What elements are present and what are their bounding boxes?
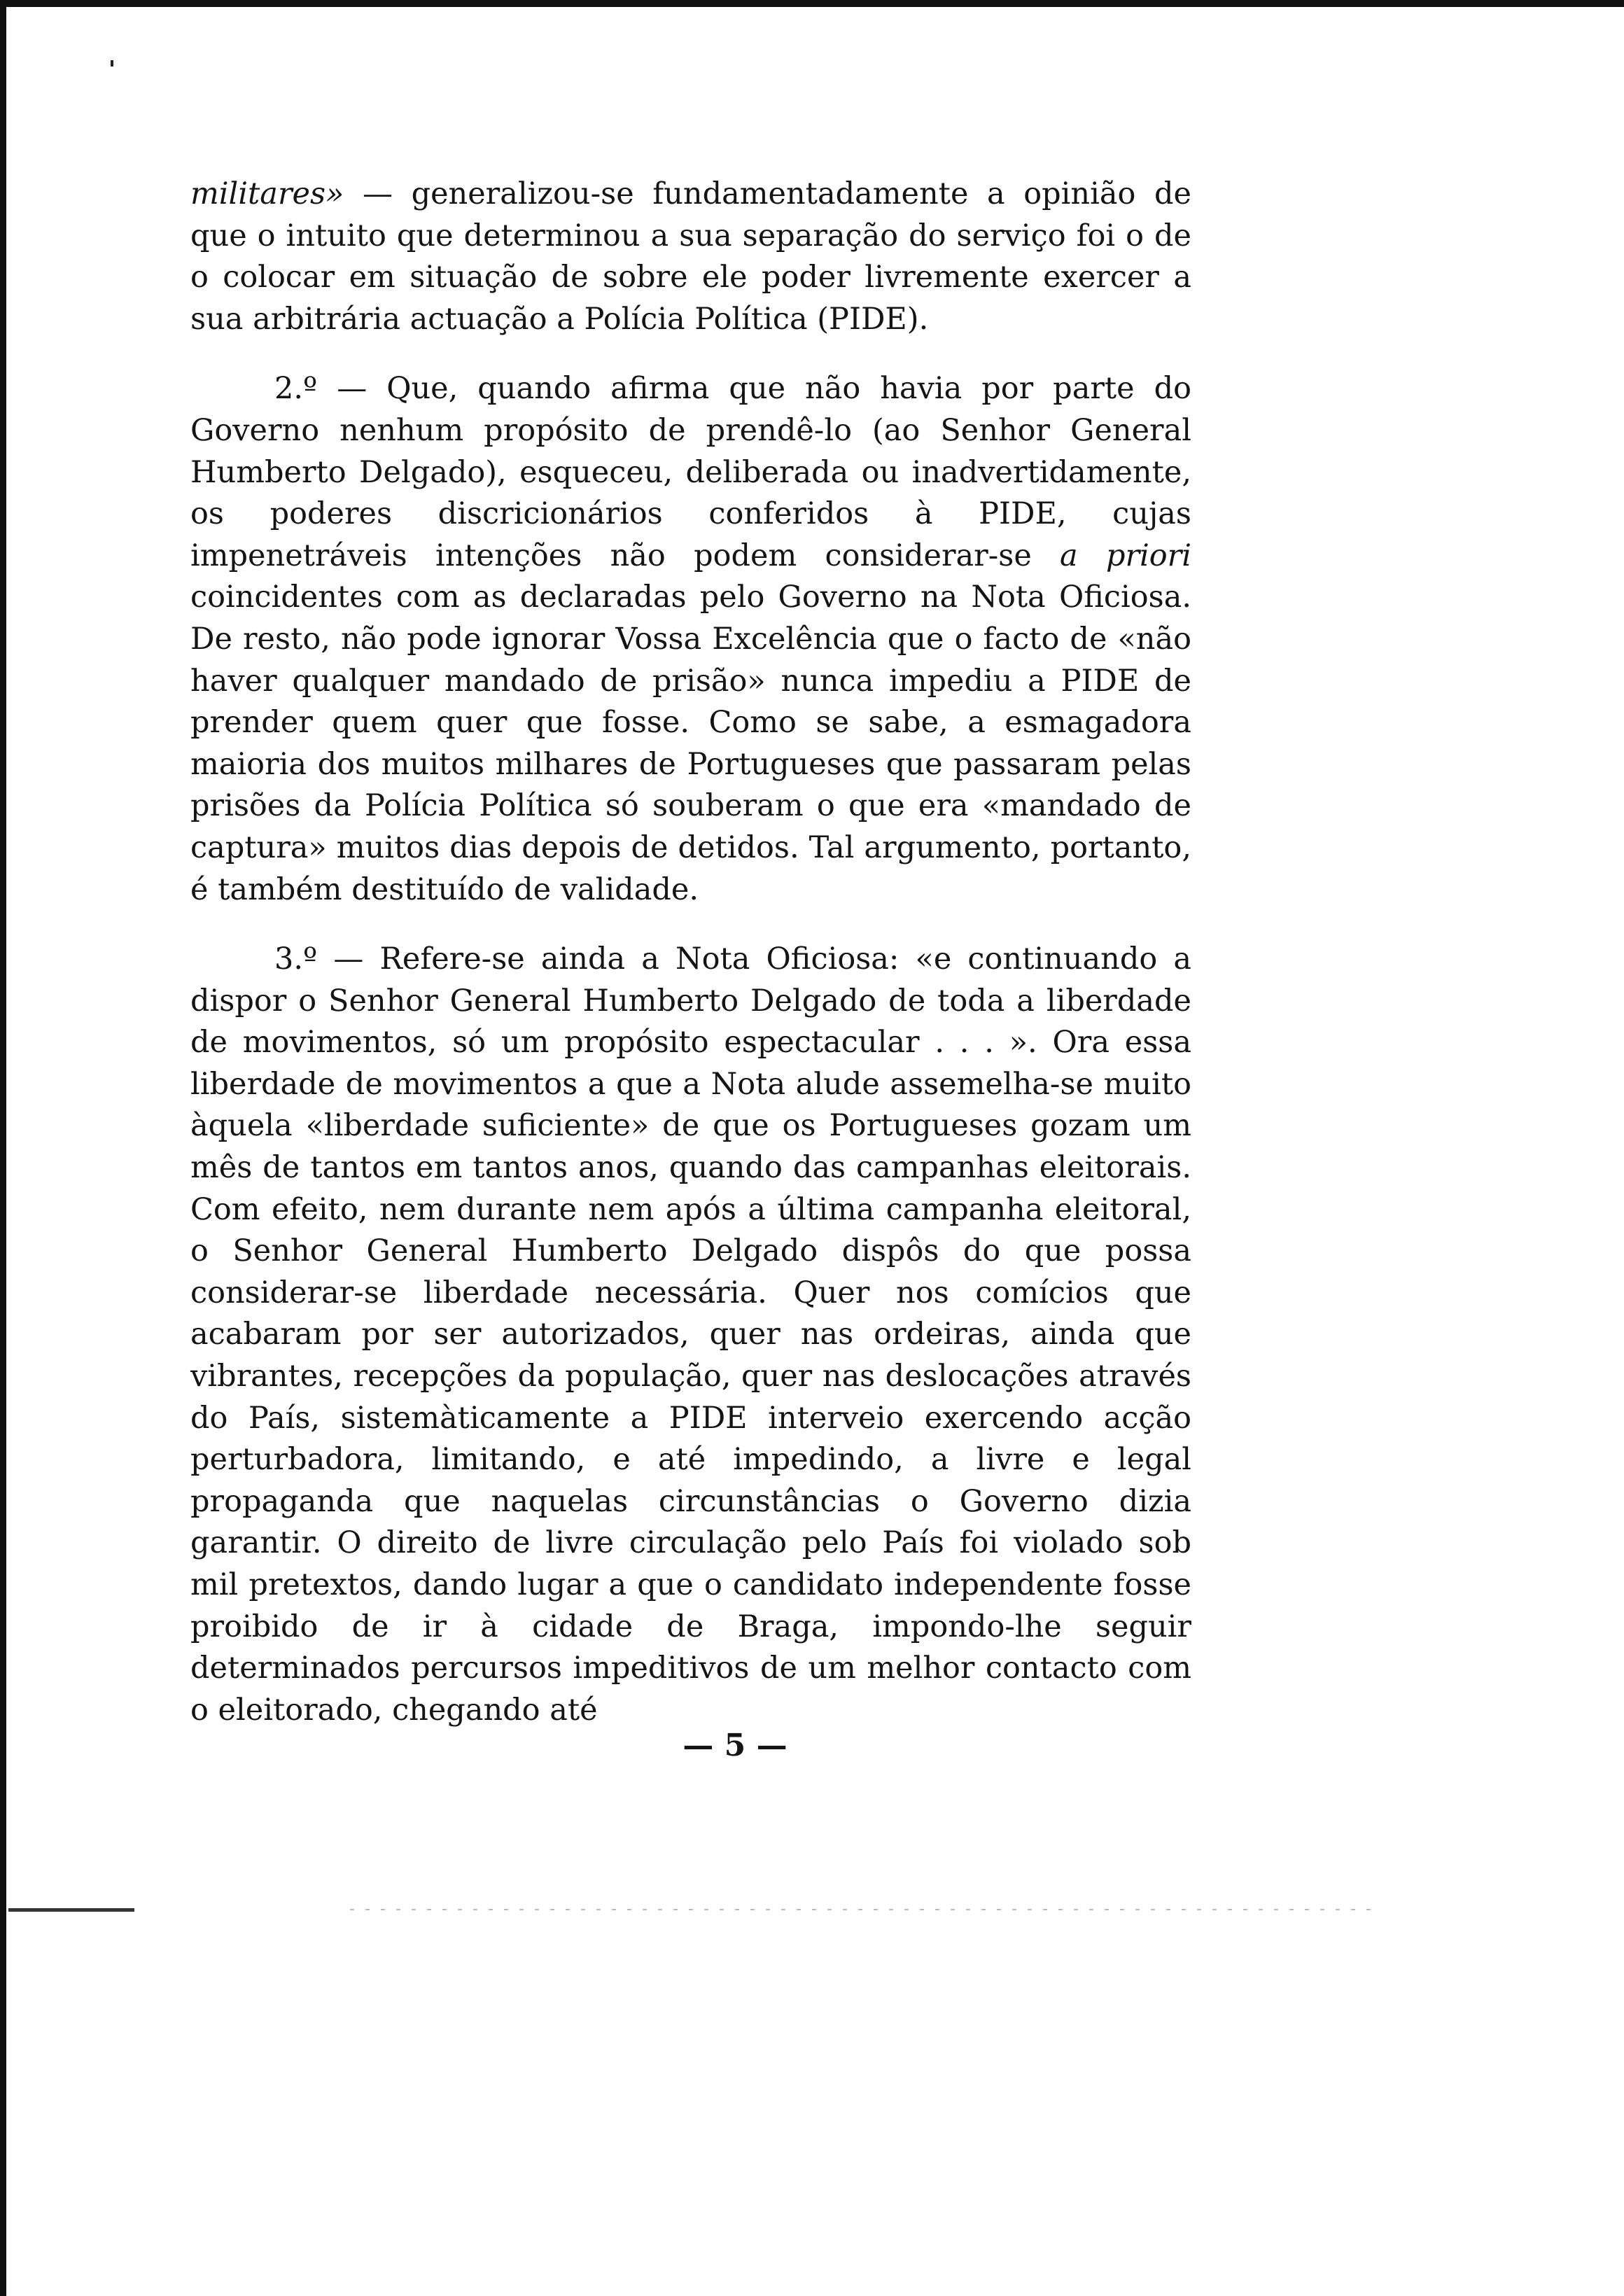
scan-border-left	[0, 0, 6, 2296]
paragraph-2-text-run-2: coincidentes com as declaradas pelo Governo na Nota Oficiosa. De resto, não pode ignorar Vossa Excelência que o facto de «não haver qualquer mandado de prisão» nunca impediu a PIDE de prender quem quer que fosse. Como se sabe, a esmagadora maioria dos muitos milhares de Portugueses que passaram pelas prisões da Polícia Política só souberam o que era «mandado de captura» muitos dias depois de detidos. Tal argumento, portanto, é também destituído de validade.	[190, 580, 1191, 907]
paragraph-3	[190, 939, 1191, 1731]
paragraph-1-italic-run: militares»	[190, 176, 344, 211]
page-number: — 5 —	[682, 1728, 788, 1763]
paragraph-2	[190, 368, 1191, 911]
page-body-text	[190, 174, 1191, 1731]
paragraph-3-text-run: 3.º — Refere-se ainda a Nota Oficiosa: «e continuando a dispor o Senhor General Humberto Delgado de toda a liberdade de movimentos, só um propósito espectacular . . . ». Ora essa liberdade de movimentos a que a Nota alude assemelha-se muito àquela «liberdade suficiente» de que os Portugueses gozam um mês de tantos em tantos anos, quando das campanhas eleitorais. Com efeito, nem durante nem após a última campanha eleitoral, o Senhor General Humberto Delgado dispôs do que possa considerar-se liberdade necessária. Quer nos comícios que acabaram por ser autorizados, quer nas ordeiras, ainda que vibrantes, recepções da população, quer nas deslocações através do País, sistemàticamente a PIDE interveio exercendo acção perturbadora, limitando, e até impedindo, a livre e legal propaganda que naquelas circunstâncias o Governo dizia garantir. O direito de livre circulação pelo País foi violado sob mil pretextos, dando lugar a que o candidato independente fosse proibido de ir à cidade de Braga, impondo-lhe seguir determinados percursos impeditivos de um melhor contacto com o eleitorado, chegando até	[190, 941, 1191, 1728]
scan-dotted-line	[350, 1909, 1372, 1910]
scan-speck-mark	[111, 60, 113, 66]
paragraph-1-text-run: — generalizou-se fundamentadamente a opinião de que o intuito que determinou a sua separação do serviço foi o de o colocar em situação de sobre ele poder livremente exercer a sua arbitrária actuação a Polícia Política (PIDE).	[190, 176, 1191, 337]
scan-border-top	[0, 0, 1624, 7]
paragraph-2-text-run-1: 2.º — Que, quando afirma que não havia por parte do Governo nenhum propósito de prendê-lo (ao Senhor General Humberto Delgado), esqueceu, deliberada ou inadvertidamente, os poderes discricionários conferidos à PIDE, cujas impenetráveis intenções não podem considerar-se	[190, 371, 1191, 573]
paragraph-1	[190, 174, 1191, 340]
scan-line-mark	[8, 1908, 134, 1912]
paragraph-2-italic-run: a priori	[1060, 538, 1191, 573]
